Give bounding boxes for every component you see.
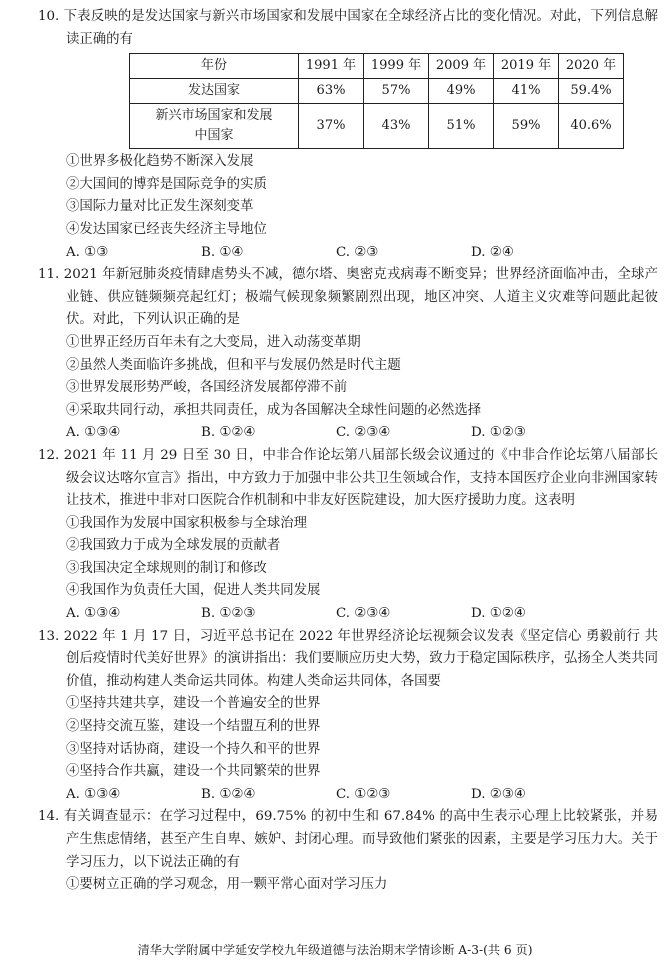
choice-a[interactable]: A. ①③	[66, 244, 109, 260]
answer-choices	[0, 242, 670, 265]
table-cell: 40.6%	[559, 104, 624, 149]
choice-c[interactable]: C. ②③	[336, 244, 379, 260]
choice-a[interactable]: A. ①③④	[66, 606, 121, 622]
question-11-stem: 11. 2021 年新冠肺炎疫情肆虐势头不减，德尔塔、奥密克戎病毒不断变异；世界经济面临冲击，全球产业链、供应链频频亮起红灯；极端气候现象频繁剧烈出现，地区冲突、人道主义灾难等问题此起彼伏。对此，下列认识正确的是	[38, 267, 658, 328]
option-3: ③国际力量对比正发生深刻变革	[66, 199, 254, 215]
option-2: ②我国致力于成为全球发展的贡献者	[66, 538, 281, 554]
option-3: ③坚持对话协商，建设一个持久和平的世界	[66, 741, 321, 757]
choice-a[interactable]: A. ①③④	[66, 425, 121, 441]
table-row-label: 新兴市场国家和发展中国家	[130, 104, 299, 149]
table-row	[130, 104, 624, 149]
choice-a[interactable]: A. ①③④	[66, 786, 121, 802]
question-13-stem: 13. 2022 年 1 月 17 日，习近平总书记在 2022 年世界经济论坛视频会议发表《坚定信心 勇毅前行 共创后疫情时代美好世界》的演讲指出：我们要顺应历史大势，致力于稳定国际秩序，弘扬全人类共同价值，推动构建人类命运共同体。构建人类命运共同体，各国要	[38, 628, 658, 689]
table-header-cell: 年份	[130, 54, 299, 79]
answer-choices	[0, 422, 670, 445]
option-2: ②虽然人类面临许多挑战，但和平与发展仍然是时代主题	[66, 357, 401, 373]
choice-d[interactable]: D. ①②④	[471, 606, 526, 622]
table-cell: 41%	[494, 79, 559, 104]
question-13	[0, 626, 670, 807]
question-14-stem: 14. 有关调查显示：在学习过程中，69.75% 的初中生和 67.84% 的高中生表示心理上比较紧张，并易产生焦虑情绪，甚至产生自卑、嫉妒、封闭心理。而导致他们紧张的因素，主要是学习压力大。关于学习压力，以下说法正确的有	[38, 809, 658, 870]
table-cell: 51%	[429, 104, 494, 149]
option-3: ③世界发展形势严峻，各国经济发展都停滞不前	[66, 380, 348, 396]
answer-choices	[0, 603, 670, 626]
option-4: ④我国作为负责任大国，促进人类共同发展	[66, 583, 321, 599]
table-header-row	[130, 54, 624, 79]
choice-c[interactable]: C. ①②③	[336, 786, 391, 802]
choice-b[interactable]: B. ①④	[201, 244, 244, 260]
page-footer: 清华大学附属中学延安学校九年级道德与法治期末学情诊断 A-3-(共 6 页)	[137, 943, 533, 957]
question-12-stem: 12. 2021 年 11 月 29 日至 30 日，中非合作论坛第八届部长级会议通过的《中非合作论坛第八届部长级会议达喀尔宣言》指出，中方致力于加强中非公共卫生领域合作，支持本国医疗企业向非洲国家转让技术，推进中非对口医院合作机制和中非友好医院建设，加大医疗援助力度。这表明	[38, 447, 658, 509]
table-cell: 59.4%	[559, 79, 624, 104]
table-cell: 43%	[364, 104, 429, 149]
choice-c[interactable]: C. ②③④	[336, 425, 391, 441]
choice-d[interactable]: D. ②③④	[471, 786, 526, 802]
option-4: ④发达国家已经丧失经济主导地位	[66, 221, 267, 237]
table-header-cell: 2009 年	[429, 54, 494, 79]
choice-c[interactable]: C. ②③④	[336, 606, 391, 622]
option-1: ①我国作为发展中国家积极参与全球治理	[66, 515, 308, 531]
exam-page	[0, 6, 670, 897]
option-2: ②大国间的博弈是国际竞争的实质	[66, 176, 267, 192]
question-11	[0, 264, 670, 445]
option-1: ①要树立正确的学习观念，用一颗平常心面对学习压力	[66, 877, 388, 893]
option-4: ④坚持合作共赢，建设一个共同繁荣的世界	[66, 764, 321, 780]
table-cell: 63%	[299, 79, 364, 104]
table-header-cell: 1991 年	[299, 54, 364, 79]
table-header-cell: 2020 年	[559, 54, 624, 79]
table-cell: 59%	[494, 104, 559, 149]
table-cell: 37%	[299, 104, 364, 149]
table-cell: 49%	[429, 79, 494, 104]
option-2: ②坚持交流互鉴，建设一个结盟互利的世界	[66, 719, 321, 735]
choice-b[interactable]: B. ①②④	[201, 425, 256, 441]
option-4: ④采取共同行动，承担共同责任，成为各国解决全球性问题的必然选择	[66, 402, 482, 418]
question-10-stem: 10. 下表反映的是发达国家与新兴市场国家和发展中国家在全球经济占比的变化情况。对此，下列信息解读正确的有	[38, 9, 658, 47]
table-cell: 57%	[364, 79, 429, 104]
question-14	[0, 806, 670, 896]
option-1: ①世界多极化趋势不断深入发展	[66, 154, 254, 170]
option-3: ③我国决定全球规则的制订和修改	[66, 560, 267, 576]
choice-d[interactable]: D. ①②③	[471, 425, 526, 441]
answer-choices	[0, 784, 670, 807]
table-header-cell: 2019 年	[494, 54, 559, 79]
economy-share-table	[129, 53, 624, 149]
table-row	[130, 79, 624, 104]
option-1: ①世界正经历百年未有之大变局，进入动荡变革期	[66, 334, 361, 350]
choice-b[interactable]: B. ①②③	[201, 606, 256, 622]
choice-d[interactable]: D. ②④	[471, 244, 514, 260]
choice-b[interactable]: B. ①②④	[201, 786, 256, 802]
question-12	[0, 445, 670, 626]
table-header-cell: 1999 年	[364, 54, 429, 79]
question-10	[0, 6, 670, 264]
option-1: ①坚持共建共享，建设一个普遍安全的世界	[66, 696, 321, 712]
table-row-label: 发达国家	[130, 79, 299, 104]
